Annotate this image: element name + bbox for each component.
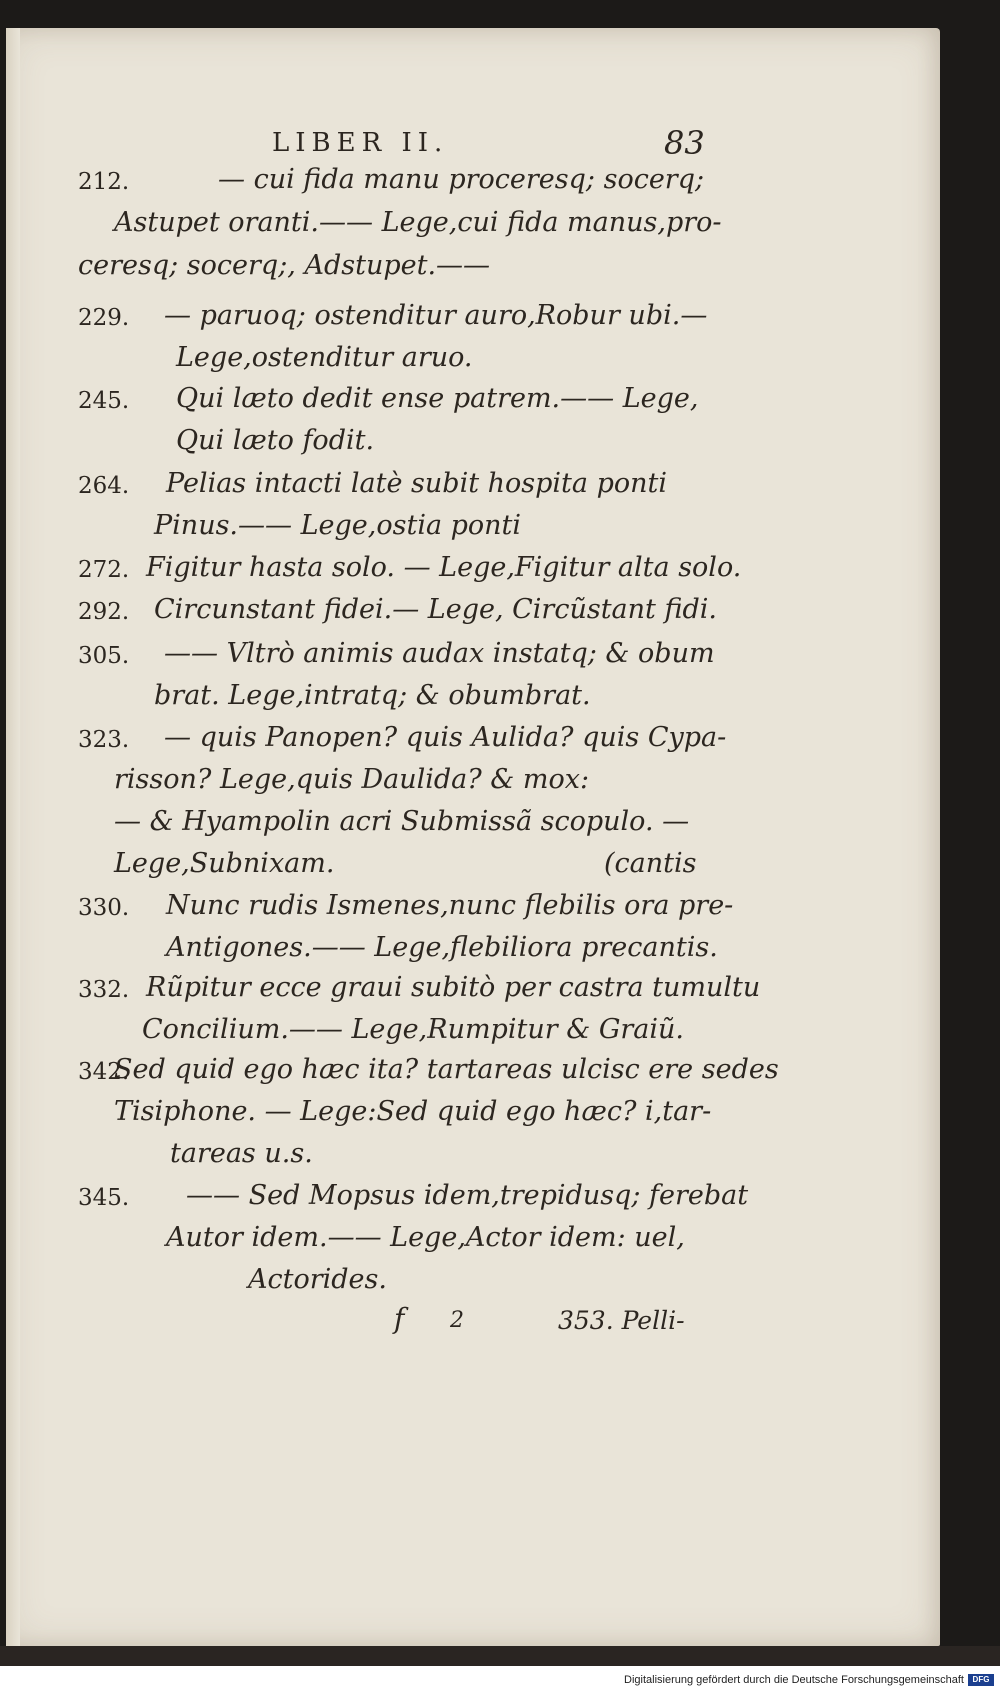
signature-mark: f: [394, 1302, 405, 1335]
catchword: 353. Pelli-: [558, 1306, 685, 1335]
entry-number: 330.: [78, 895, 130, 921]
entry-line: Pinus.—— Lege,ostia ponti: [154, 510, 522, 541]
entry-number: 212.: [78, 169, 130, 195]
entry-line: ceresq; socerq;, Adstupet.——: [78, 250, 491, 281]
entry-line: —— Sed Mopsus idem,trepidusq; ferebat: [186, 1180, 749, 1211]
entry-number: 272.: [78, 557, 130, 583]
entry-line: Actorides.: [248, 1264, 387, 1295]
footer-bar: [0, 1666, 1000, 1694]
entry-number: 332.: [78, 977, 130, 1003]
entry-number: 342.: [78, 1059, 130, 1085]
entry-line: Sed quid ego hæc ita? tartareas ulcisc ere sedes: [114, 1054, 779, 1085]
entry-line: Figitur hasta solo. — Lege,Figitur alta solo.: [146, 552, 742, 583]
scan-edge: [0, 1646, 1000, 1666]
entry-line: — & Hyampolin acri Submissã scopulo. —: [114, 806, 690, 837]
entry-line: — cui fida manu proceresq; socerq;: [218, 164, 705, 195]
entry-line: — quis Panopen? quis Aulida? quis Cypa-: [164, 722, 727, 753]
entry-line: Autor idem.—— Lege,Actor idem: uel,: [166, 1222, 685, 1253]
entry-line: Astupet oranti.—— Lege,cui fida manus,pro-: [114, 207, 722, 238]
entry-number: 229.: [78, 305, 130, 331]
entry-number: 264.: [78, 473, 130, 499]
entry-number: 345.: [78, 1185, 130, 1211]
dfg-logo: DFG: [968, 1674, 994, 1686]
running-header: LIBER II.: [272, 128, 449, 158]
page-number: 83: [664, 124, 705, 162]
page-gutter: [6, 28, 20, 1646]
entry-line: — paruoq; ostenditur auro,Robur ubi.—: [164, 300, 708, 331]
entry-line: Concilium.—— Lege,Rumpitur & Graiũ.: [142, 1014, 685, 1045]
entry-number: 245.: [78, 388, 130, 414]
entry-number: 292.: [78, 599, 130, 625]
entry-number: 323.: [78, 727, 130, 753]
entry-line: risson? Lege,quis Daulida? & mox:: [114, 764, 590, 795]
entry-line: Pelias intacti latè subit hospita ponti: [166, 468, 668, 499]
entry-line: Rũpitur ecce graui subitò per castra tumultu: [146, 972, 761, 1003]
entry-line: tareas u.s.: [170, 1138, 313, 1169]
entry-line: Lege,ostenditur aruo.: [176, 342, 473, 373]
entry-line: Nunc rudis Ismenes,nunc flebilis ora pre-: [166, 890, 734, 921]
entry-line: (cantis: [604, 848, 697, 879]
entry-line: brat. Lege,intratq; & obumbrat.: [154, 680, 591, 711]
entry-line: —— Vltrò animis audax instatq; & obum: [164, 638, 715, 669]
entry-number: 305.: [78, 643, 130, 669]
entry-line: Tisiphone. — Lege:Sed quid ego hæc? i,tar-: [114, 1096, 712, 1127]
entry-line: Circunstant fidei.— Lege, Circũstant fidi.: [154, 594, 717, 625]
entry-line: Antigones.—— Lege,flebiliora precantis.: [166, 932, 718, 963]
footer-credit: Digitalisierung gefördert durch die Deutsche Forschungsgemeinschaft: [624, 1674, 964, 1686]
signature-number: 2: [450, 1308, 464, 1333]
entry-line: Qui læto dedit ense patrem.—— Lege,: [176, 383, 699, 414]
entry-line: Qui læto fodit.: [176, 425, 375, 456]
entry-line: Lege,Subnixam.: [114, 848, 335, 879]
